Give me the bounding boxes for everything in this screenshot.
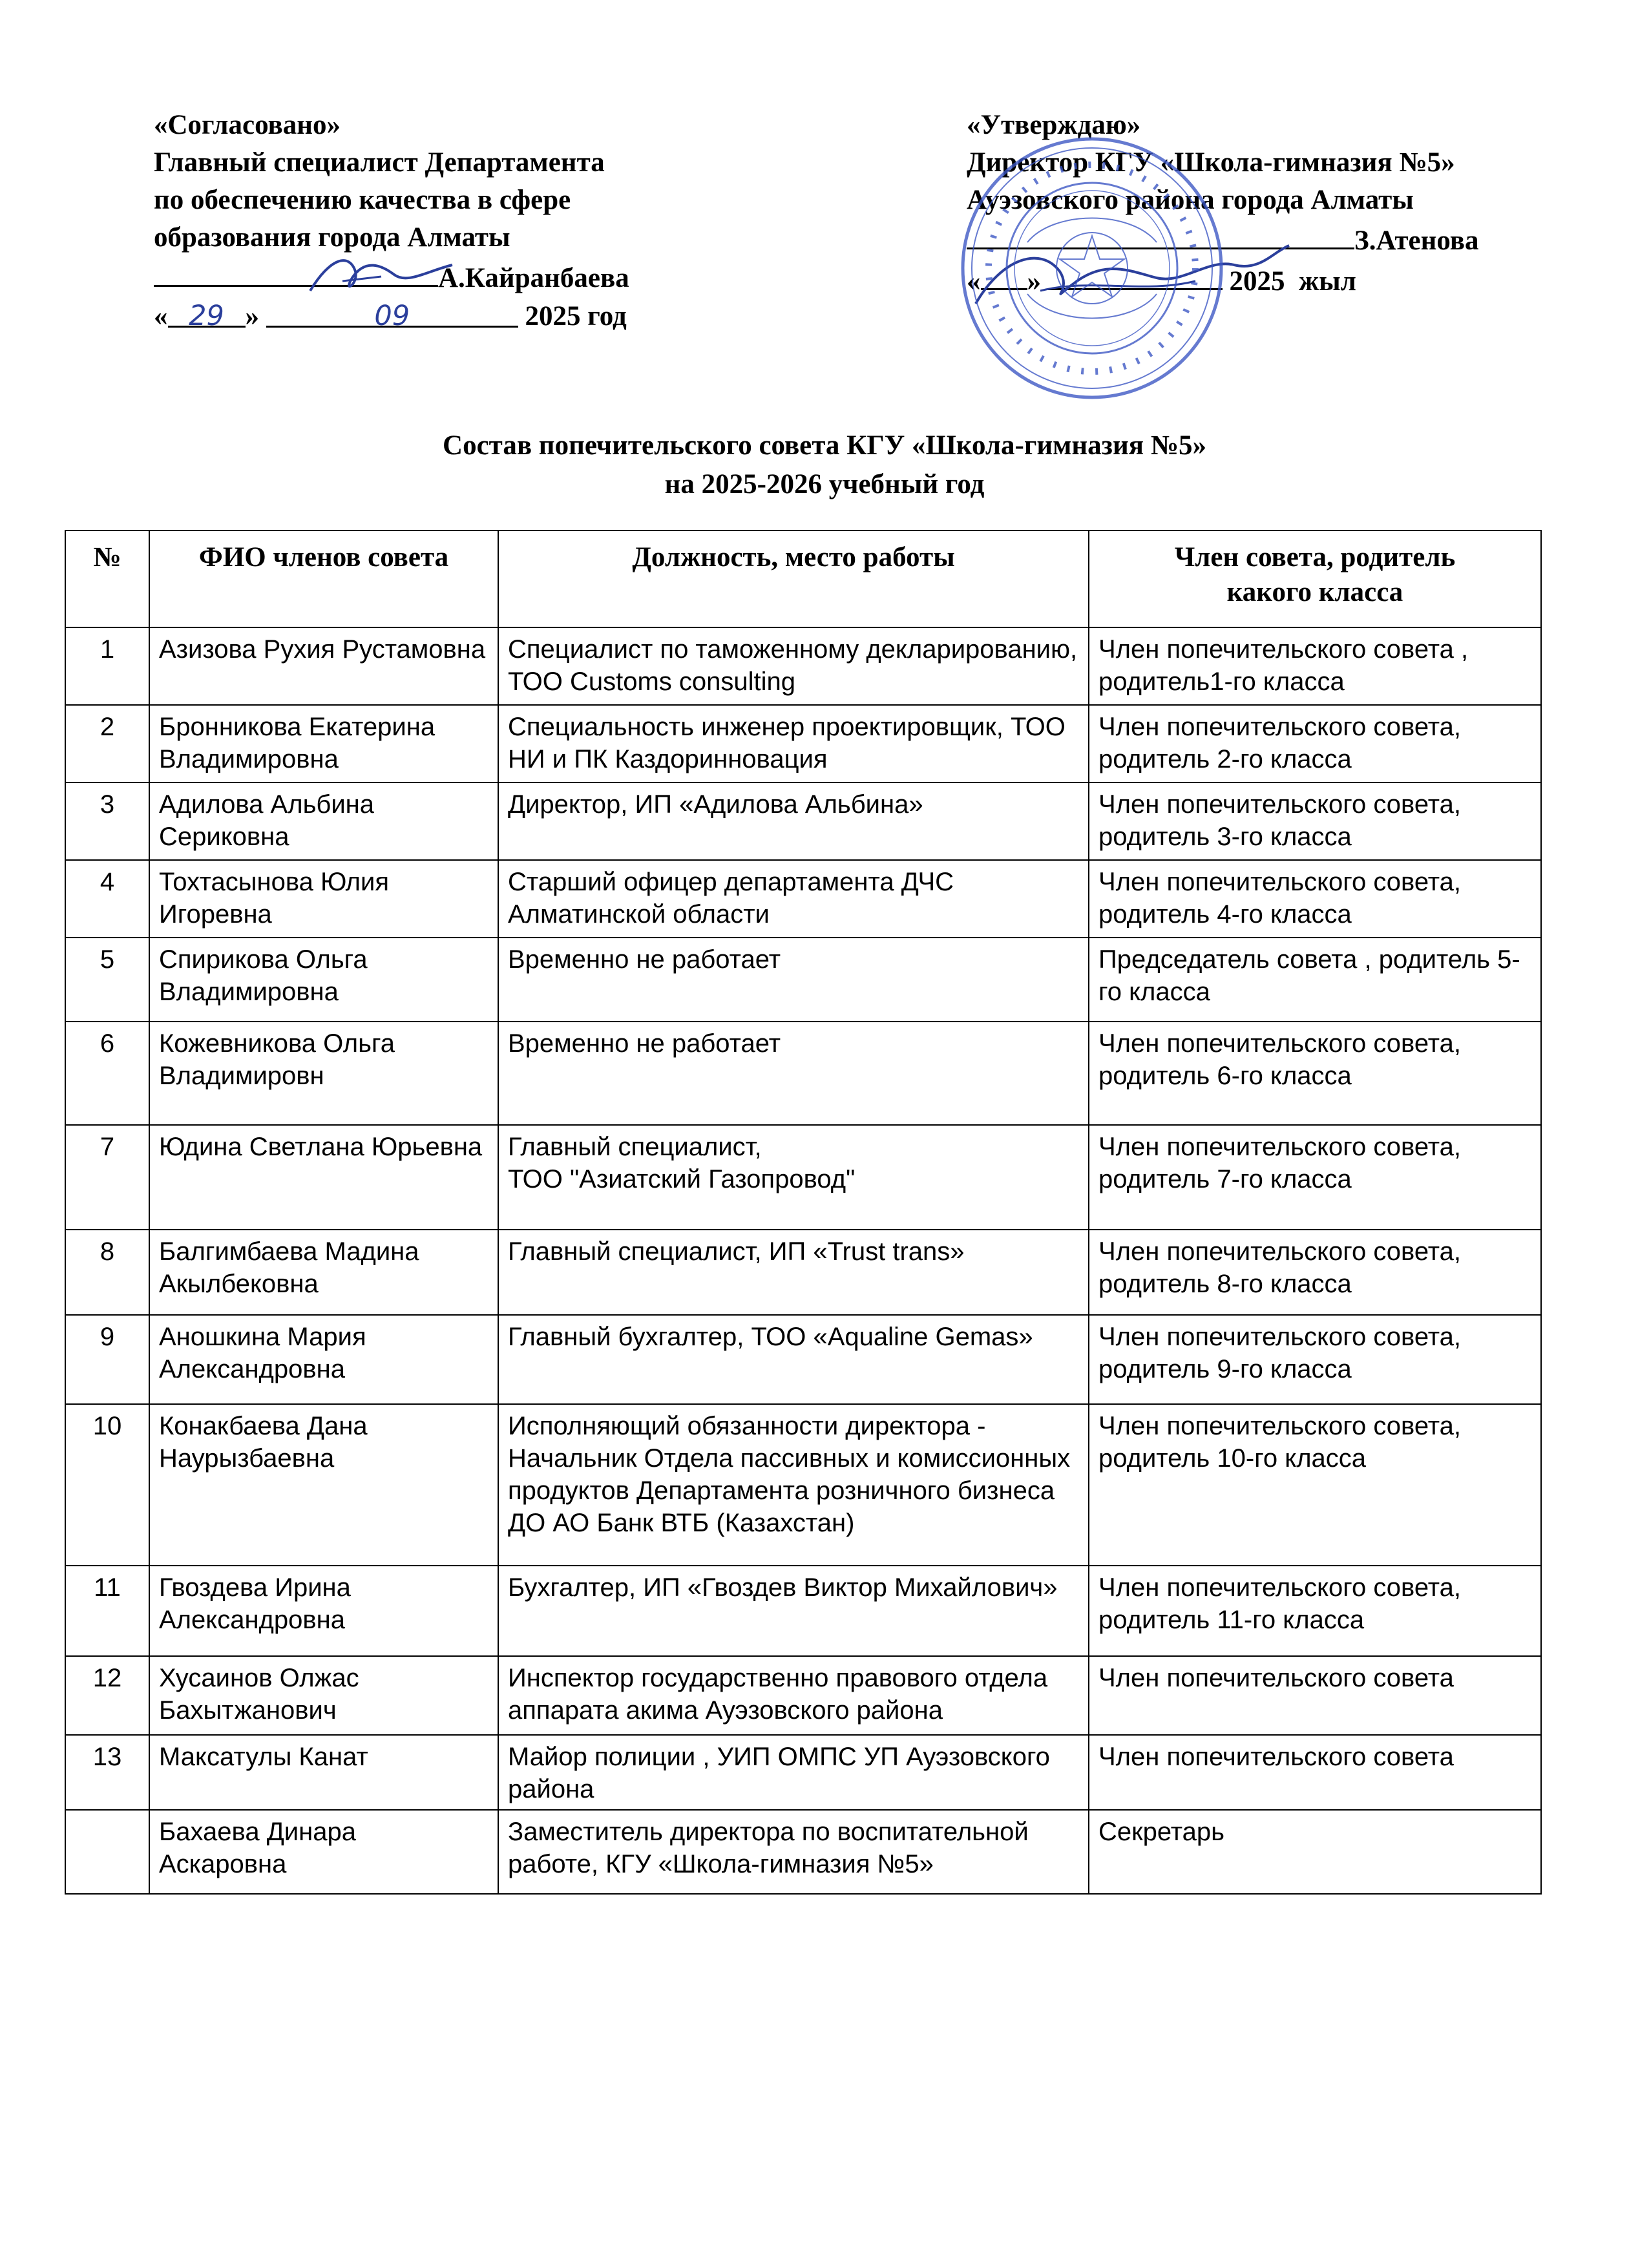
member-position: Старший офицер департамента ДЧС Алматинской области (498, 860, 1089, 938)
row-number: 10 (65, 1404, 149, 1566)
table-row (65, 860, 1541, 938)
member-name: Бронникова Екатерина Владимировна (149, 705, 498, 782)
approval-header (0, 107, 1649, 365)
member-position: Временно не работает (498, 938, 1089, 1022)
header-name: ФИО членов совета (149, 530, 498, 627)
approved-line-1: Директор КГУ «Школа-гимназия №5» (967, 147, 1455, 178)
member-name: Бахаева Динара Аскаровна (149, 1810, 498, 1894)
table-row (65, 705, 1541, 782)
member-position: Инспектор государственно правового отдела аппарата акима Ауэзовского района (498, 1656, 1089, 1735)
agreed-heading: «Согласовано» (154, 110, 341, 140)
row-number: 6 (65, 1022, 149, 1125)
table-row (65, 1735, 1541, 1810)
member-name: Тохтасынова Юлия Игоревна (149, 860, 498, 938)
row-number: 12 (65, 1656, 149, 1735)
member-role: Член попечительского совета, родитель 7-го класса (1089, 1125, 1541, 1230)
row-number: 2 (65, 705, 149, 782)
member-role: Член попечительского совета, родитель 11-го класса (1089, 1566, 1541, 1656)
member-name: Гвоздева Ирина Александровна (149, 1566, 498, 1656)
member-position: Майор полиции , УИП ОМПС УП Ауэзовского района (498, 1735, 1089, 1810)
agreed-signature-mark (304, 246, 472, 304)
table-row (65, 938, 1541, 1022)
agreed-year: 2025 год (525, 301, 627, 331)
table-row (65, 782, 1541, 860)
member-name: Кожевникова Ольга Владимировн (149, 1022, 498, 1125)
header-role-line-1: Член совета, родитель (1174, 542, 1456, 572)
member-name: Максатулы Канат (149, 1735, 498, 1810)
member-position: Исполняющий обязанности директора - Начальник Отдела пассивных и комиссионных продуктов Департамента розничного бизнеса ДО АО Банк ВТБ (Казахстан) (498, 1404, 1089, 1566)
agreed-line-3: образования города Алматы (154, 222, 510, 253)
row-number: 1 (65, 627, 149, 705)
title-line-2: на 2025-2026 учебный год (664, 469, 985, 499)
table-row (65, 1125, 1541, 1230)
table-row (65, 1566, 1541, 1656)
member-name: Балгимбаева Мадина Акылбековна (149, 1230, 498, 1315)
agreed-block: «Согласовано» Главный специалист Департамента по обеспечению качества в сфере образования города Алматы А.Кайранбаева « 29 » 09 2025 год (154, 110, 629, 332)
row-number: 5 (65, 938, 149, 1022)
agreed-date-day: 29 (168, 297, 246, 328)
approved-block: «Утверждаю» Директор КГУ «Школа-гимназия №5» Ауэзовского района города Алматы З.Атенова « » 2025 жыл (967, 110, 1479, 297)
title-line-1: Состав попечительского совета КГУ «Школа-гимназия №5» (443, 430, 1206, 461)
member-name: Аношкина Мария Александровна (149, 1315, 498, 1404)
table-body (65, 627, 1541, 1894)
member-position: Специалист по таможенному декларированию, ТОО Customs consulting (498, 627, 1089, 705)
header-position: Должность, место работы (498, 530, 1089, 627)
table-header-row (65, 530, 1541, 627)
row-number: 4 (65, 860, 149, 938)
row-number: 11 (65, 1566, 149, 1656)
member-position: Специальность инженер проектировщик, ТОО НИ и ПК Каздоринновация (498, 705, 1089, 782)
member-name: Азизова Рухия Рустамовна (149, 627, 498, 705)
member-position: Главный специалист, ТОО "Азиатский Газопровод" (498, 1125, 1089, 1230)
member-position: Директор, ИП «Адилова Альбина» (498, 782, 1089, 860)
member-role: Член попечительского совета, родитель 8-го класса (1089, 1230, 1541, 1315)
row-number: 7 (65, 1125, 149, 1230)
member-position: Главный специалист, ИП «Trust trans» (498, 1230, 1089, 1315)
table-row (65, 1230, 1541, 1315)
round-seal (956, 132, 1228, 404)
approved-heading: «Утверждаю» (967, 110, 1141, 140)
member-name: Адилова Альбина Сериковна (149, 782, 498, 860)
table-row (65, 1810, 1541, 1894)
header-role (1089, 530, 1541, 627)
agreed-signer: А.Кайранбаева (438, 263, 629, 293)
table-row (65, 1656, 1541, 1735)
member-position: Временно не работает (498, 1022, 1089, 1125)
approved-signer: З.Атенова (1354, 226, 1479, 256)
table-row (65, 1404, 1541, 1566)
table-row (65, 1022, 1541, 1125)
member-role: Председатель совета , родитель 5-го класса (1089, 938, 1541, 1022)
member-role: Член попечительского совета, родитель 2-го класса (1089, 705, 1541, 782)
row-number: 9 (65, 1315, 149, 1404)
member-position: Бухгалтер, ИП «Гвоздев Виктор Михайлович» (498, 1566, 1089, 1656)
row-number (65, 1810, 149, 1894)
member-name: Конакбаева Дана Наурызбаевна (149, 1404, 498, 1566)
member-role: Член попечительского совета , родитель1-го класса (1089, 627, 1541, 705)
document-title (0, 426, 1649, 504)
member-name: Спирикова Ольга Владимировна (149, 938, 498, 1022)
table-row (65, 1315, 1541, 1404)
agreed-line-2: по обеспечению качества в сфере (154, 185, 571, 215)
header-role-line-2: какого класса (1226, 577, 1403, 607)
member-role: Член попечительского совета, родитель 6-го класса (1089, 1022, 1541, 1125)
member-name: Хусаинов Олжас Бахытжанович (149, 1656, 498, 1735)
table-row (65, 627, 1541, 705)
member-position: Заместитель директора по воспитательной работе, КГУ «Школа-гимназия №5» (498, 1810, 1089, 1894)
approved-line-2: Ауэзовского района города Алматы (967, 185, 1414, 215)
member-role: Член попечительского совета, родитель 3-го класса (1089, 782, 1541, 860)
agreed-line-1: Главный специалист Департамента (154, 147, 605, 178)
member-role: Секретарь (1089, 1810, 1541, 1894)
row-number: 8 (65, 1230, 149, 1315)
approved-year: 2025 жыл (1229, 266, 1356, 297)
member-role: Член попечительского совета, родитель 4-го класса (1089, 860, 1541, 938)
row-number: 13 (65, 1735, 149, 1810)
member-role: Член попечительского совета (1089, 1735, 1541, 1810)
member-name: Юдина Светлана Юрьевна (149, 1125, 498, 1230)
agreed-date-month: 09 (266, 297, 518, 328)
council-table (65, 530, 1542, 1895)
member-role: Член попечительского совета, родитель 9-го класса (1089, 1315, 1541, 1404)
row-number: 3 (65, 782, 149, 860)
member-role: Член попечительского совета, родитель 10-го класса (1089, 1404, 1541, 1566)
member-position: Главный бухгалтер, ТОО «Aqualine Gemas» (498, 1315, 1089, 1404)
header-num: № (65, 530, 149, 627)
member-role: Член попечительского совета (1089, 1656, 1541, 1735)
